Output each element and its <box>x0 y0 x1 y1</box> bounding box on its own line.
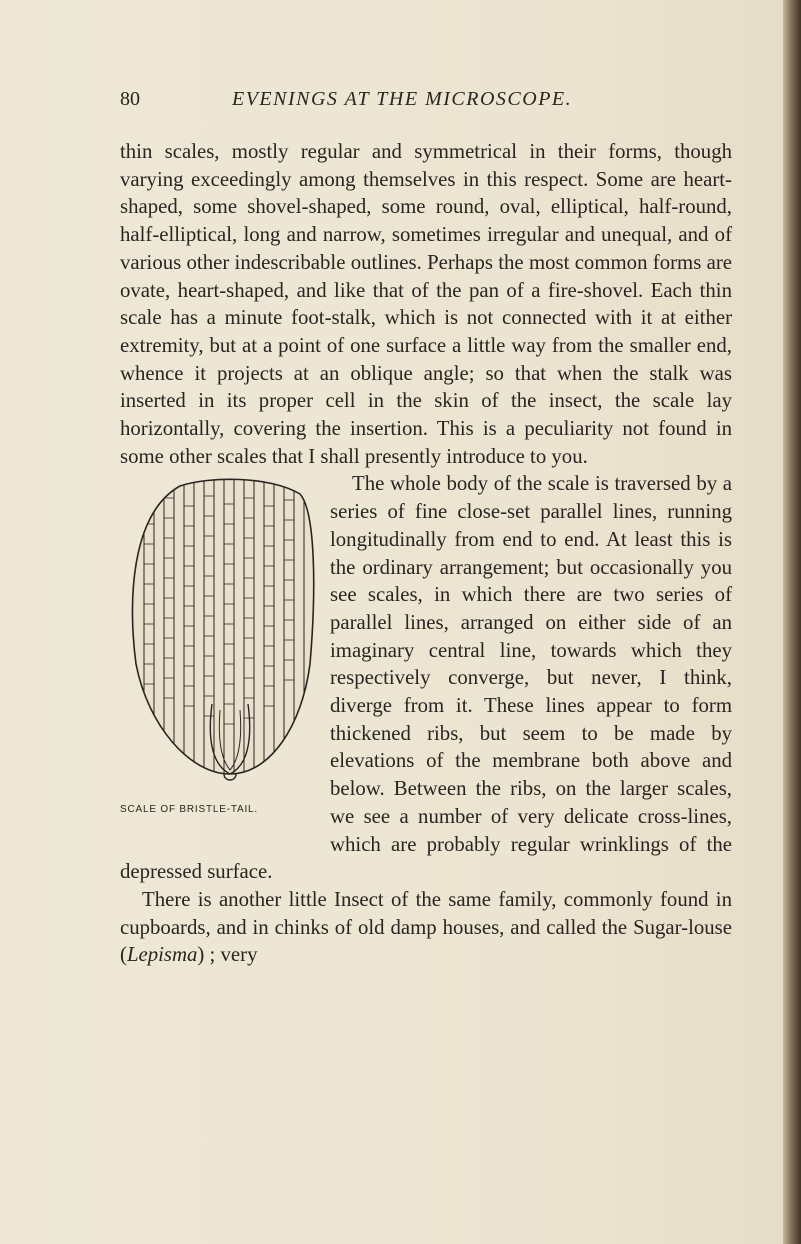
page-number: 80 <box>120 88 140 110</box>
paragraph-2-text: The whole body of the scale is traversed by a series of fine close-set parallel lines, running longitudinally from end to end. At least this is the ordinary arrangement; but occasionally you see scales, in which there are two series of parallel lines, arranged on either side of an imaginary central line, towards which they respectively converge, but never, I think, diverge from it. These lines appear to form thickened ribs, but seem to be made by elevations of the membrane both above and below. Between the ribs, on the larger scales, we see a number of very delicate cross-lines, which are probably regular wrinklings of the depressed surface. <box>120 472 732 884</box>
paragraph-1-text: thin scales, mostly regular and symmetrical in their forms, though varying exceedingly among themselves in this respect. Some are heart-shaped, some shovel-shaped, some round, oval, elliptical, half-round, half-elliptical, long and narrow, sometimes irregular and unequal, and of various other indescribable outlines. Perhaps the most common forms are ovate, heart-shaped, and like that of the pan of a fire-shovel. Each thin scale has a minute foot-stalk, which is not connected with it at either extremity, but at a point of one surface a little way from the smaller end, whence it projects at an oblique angle; so that when the stalk was inserted in its proper cell in the skin of the insect, the scale lay horizontally, covering the insertion. This is a peculiarity not found in some other scales that I shall presently introduce to you. <box>120 140 732 468</box>
running-head: EVENINGS AT THE MICROSCOPE. <box>232 88 573 110</box>
species-name: Lepisma <box>126 943 198 967</box>
paragraph-3-text-start: There is another little Insect of the same family, commonly found in cupboards, and in chinks of old damp houses, and called the Sugar-louse ( <box>120 887 732 967</box>
scale-stalk <box>224 774 236 780</box>
scale-outline <box>132 480 313 775</box>
paragraph-3 <box>120 886 732 969</box>
bristle-tail-scale-illustration <box>120 474 320 794</box>
figure-caption: SCALE OF BRISTLE-TAIL. <box>120 804 259 816</box>
paragraph-1 <box>120 138 732 470</box>
paragraph-3-text-end: ) ; very <box>197 943 258 967</box>
scale-figure <box>120 474 320 836</box>
book-spine-edge <box>783 0 801 1244</box>
body-text <box>120 138 732 969</box>
page-header <box>120 88 730 118</box>
